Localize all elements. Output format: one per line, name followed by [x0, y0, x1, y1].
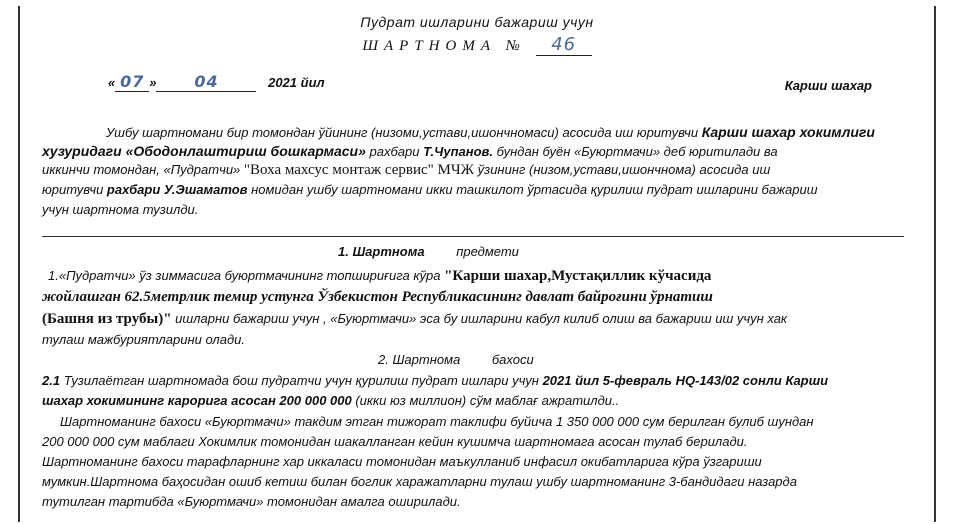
- date-month-handwritten: 04: [156, 72, 256, 92]
- contract-city: Карши шахар: [784, 78, 872, 93]
- contractor-head-name: рахбари У.Эшаматов: [106, 182, 248, 197]
- intro-text: номидан ушбу шартномани икки ташкилот ўртасида қурилиш пудрат ишларини бажариш: [247, 182, 818, 197]
- section2-line-1: [42, 373, 828, 388]
- date-close-quote: »: [149, 75, 157, 90]
- date-open-quote: «: [108, 75, 116, 90]
- intro-text: иккинчи томондан, «Пудратчи»: [42, 162, 244, 177]
- section2-line-5: Шартноманинг бахоси тарафларнинг хар иккаласи томонидан маъкулланиб инфасил окибатларига кўра ўзгариши: [42, 454, 762, 469]
- section2-line-7: тутилган тартибда «Буюртмачи» томонидан амалга оширилади.: [42, 494, 461, 509]
- allocated-amount: шахар хокимининг карорига асосан 200 000 000: [42, 393, 352, 408]
- date-year: 2021 йил: [268, 75, 325, 90]
- contract-number-handwritten: 46: [536, 34, 592, 56]
- intro-text: ўзининг (низом,устави,ишончнома) асосида иш: [474, 162, 771, 177]
- decree-reference: 2021 йил 5-февраль HQ-143/02 сонли Карши: [542, 373, 829, 388]
- intro-line-4: [42, 182, 818, 197]
- clause-number: 2.1: [42, 373, 64, 388]
- section1-line-2: жойлашган 62.5метрлик темир устунга Ўзбекистон Республикасининг давлат байроғини ўрнатиш: [42, 289, 713, 305]
- section2-line-3: Шартноманинг бахоси «Буюртмачи» такдим этган тижорат таклифи буйича 1 350 000 000 сум берилган булиб шундан: [60, 414, 814, 429]
- contract-title: ШАРТНОМА №: [362, 38, 526, 54]
- section2-line-6: мумкин.Шартнома баҳосидан ошиб кетиш билан боглик харажатларни тулаш ушбу шартноманинг 3-бандидаги назарда: [42, 474, 797, 489]
- section2-heading: [378, 352, 534, 367]
- intro-line-2: [42, 143, 778, 159]
- section1-text: ишларни бажариш учун , «Буюртмачи» эса бу ишларини кабул килиб олиш ва бажариш иш учун хак: [171, 311, 788, 326]
- section1-line-3: [42, 311, 787, 328]
- intro-line-5: учун шартнома тузилди.: [42, 202, 199, 217]
- contract-page: [18, 6, 936, 522]
- customer-org-name: Карши шахар хокимлиги: [701, 124, 875, 140]
- contractor-org-name: "Воха махсус монтаж сервис" МЧЖ: [243, 162, 475, 178]
- section2-text: Тузилаётган шартномада бош пудратчи учун қурилиш пудрат ишлари учун: [63, 373, 543, 388]
- intro-line-1: [106, 124, 875, 140]
- section2-line-4: 200 000 000 сум маблаги Хокимлик томонидан шакалланган кейин кушимча шартномага асосан тулаб берилади.: [42, 434, 748, 449]
- work-object-subtitle: (Башня из трубы)": [42, 311, 172, 327]
- section1-line-1: [48, 268, 711, 285]
- section2-heading-number: 2. Шартнома: [378, 352, 461, 367]
- section1-heading-number: 1. Шартнома: [338, 244, 425, 259]
- intro-text: бундан буён «Буюртмачи» деб юритилади ва: [493, 144, 778, 159]
- section1-text: 1.«Пудратчи» ўз зиммасига буюртмачининг топшириғига кўра: [48, 268, 445, 283]
- customer-org-subname: хузуридаги «Ободонлаштириш бошкармаси»: [42, 143, 366, 159]
- section-divider: [42, 236, 904, 237]
- contract-title-line2: [20, 34, 934, 56]
- section1-line-4: тулаш мажбуриятларини олади.: [42, 332, 245, 347]
- section2-heading-title: бахоси: [491, 352, 534, 367]
- intro-text: юритувчи: [42, 182, 107, 197]
- intro-text: рахбари: [365, 144, 424, 159]
- intro-line-3: [42, 162, 770, 179]
- contract-title-line1: Пудрат ишларини бажариш учун: [360, 14, 594, 30]
- contract-date: [108, 72, 325, 92]
- section1-heading: [338, 244, 519, 259]
- section2-line-2: [42, 393, 619, 408]
- date-day-handwritten: 07: [115, 72, 149, 92]
- intro-text: Ушбу шартномани бир томондан ўйининг (низоми,устави,ишончномаси) асосида иш юритувчи: [106, 125, 702, 140]
- customer-head-name: Т.Чупанов.: [423, 144, 494, 159]
- section1-heading-title: предмети: [456, 244, 519, 259]
- section2-text: (икки юз миллион) сўм маблағ ажратилди..: [351, 393, 620, 408]
- work-object-title: "Карши шахар,Мустақиллик кўчасида: [444, 268, 712, 284]
